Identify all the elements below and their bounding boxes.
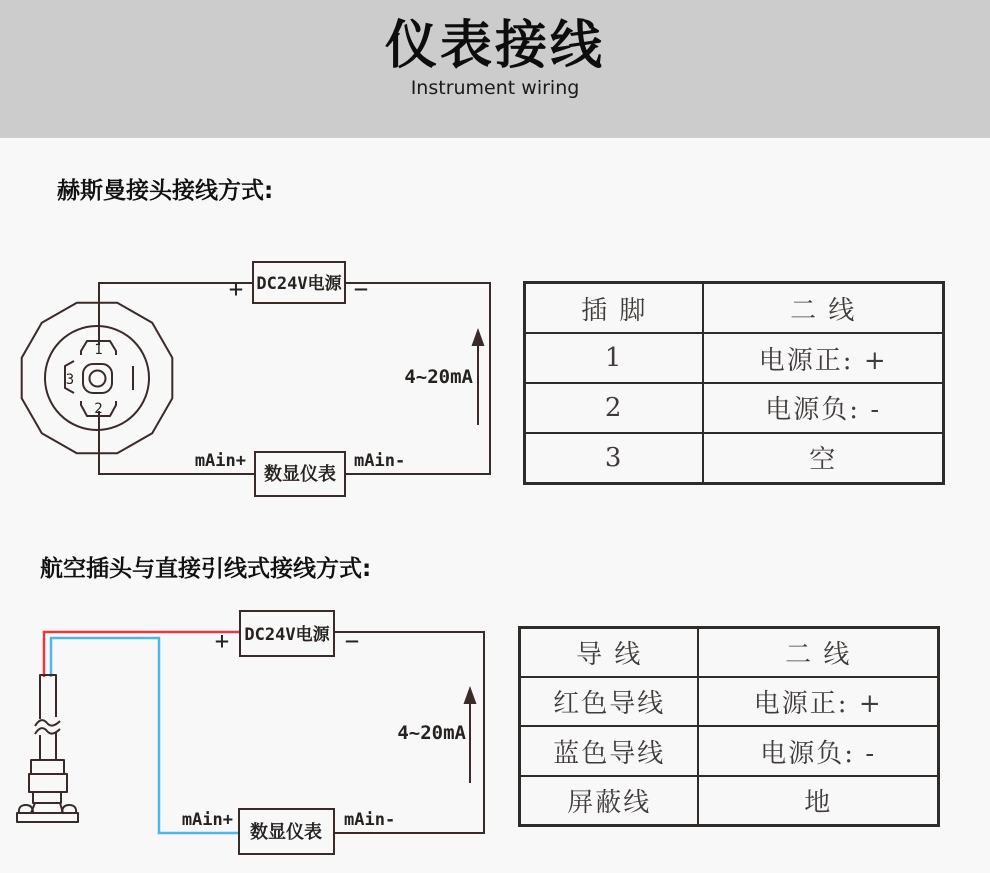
plus-sign: + [228, 275, 244, 303]
probe-neck [31, 803, 63, 813]
page-header [0, 0, 990, 138]
lead-wire-diagram [0, 600, 510, 873]
section1-heading: 赫斯曼接头接线方式: [57, 178, 274, 204]
table-row [520, 726, 939, 775]
connector-center-boss [83, 364, 112, 393]
cable-break-wave-1 [35, 720, 60, 726]
section2-heading: 航空插头与直接引线式接线方式: [40, 556, 372, 582]
minus-sign: − [353, 275, 369, 303]
sensor-probe-icon [17, 675, 78, 822]
current-range-label: 4~20mA [397, 722, 466, 744]
connector-center-hole [90, 371, 106, 387]
probe-body-1 [31, 760, 64, 774]
table-header-row [520, 628, 939, 678]
current-arrow-head [472, 328, 485, 346]
current-range-label: 4~20mA [404, 366, 473, 388]
plus-sign: + [214, 627, 230, 655]
page-subtitle: Instrument wiring [410, 77, 580, 100]
table-cell: 1 [525, 333, 704, 383]
pin-wiring-table [523, 281, 945, 485]
table-header-cell: 导 线 [520, 628, 699, 678]
main-plus-label: mAin+ [181, 810, 233, 830]
power-supply-label: DC24V电源 [244, 625, 330, 645]
pin3-label: 3 [65, 372, 75, 388]
table-cell: 红色导线 [520, 677, 699, 726]
table-cell: 空 [703, 433, 943, 484]
table-cell: 地 [698, 776, 938, 826]
table-row [525, 433, 944, 484]
table-row [520, 677, 939, 726]
table-cell: 3 [525, 433, 704, 484]
hirschmann-connector-icon [22, 303, 173, 454]
table-header-cell: 二 线 [703, 283, 943, 334]
table-cell: 2 [525, 383, 704, 433]
table-row [525, 383, 944, 433]
current-arrow-head [464, 686, 477, 704]
probe-foot-right [62, 805, 76, 813]
probe-body-2 [29, 774, 67, 792]
main-plus-label: mAin+ [194, 451, 246, 471]
probe-base [17, 813, 78, 822]
instrument-label: 数显仪表 [250, 822, 322, 843]
table-cell: 蓝色导线 [520, 726, 699, 775]
table-cell: 屏蔽线 [520, 776, 699, 826]
probe-body-3 [33, 792, 61, 803]
table-row [520, 776, 939, 826]
table-header-row [525, 283, 944, 334]
main-minus-label: mAin- [354, 451, 406, 471]
table-header-cell: 二 线 [698, 628, 938, 678]
probe-cable-bottom [40, 733, 56, 760]
instrument-label: 数显仪表 [264, 464, 336, 485]
lead-wiring-table [518, 626, 940, 827]
blue-wire [51, 638, 239, 833]
table-cell: 电源正: + [703, 333, 943, 383]
table-header-cell: 插 脚 [525, 283, 704, 334]
power-supply-label: DC24V电源 [256, 274, 342, 294]
cable-break-wave-2 [35, 728, 60, 734]
pin1-label: 1 [94, 342, 103, 358]
hirschmann-wiring-diagram [0, 240, 510, 510]
main-minus-label: mAin- [344, 810, 396, 830]
pin2-label: 2 [94, 401, 103, 417]
table-cell: 电源负: - [698, 726, 938, 775]
table-cell: 电源正: + [698, 677, 938, 726]
table-row [525, 333, 944, 383]
probe-cable-top [40, 675, 56, 719]
minus-sign: − [344, 627, 360, 655]
table-cell: 电源负: - [703, 383, 943, 433]
page-title: 仪表接线 [384, 16, 605, 76]
